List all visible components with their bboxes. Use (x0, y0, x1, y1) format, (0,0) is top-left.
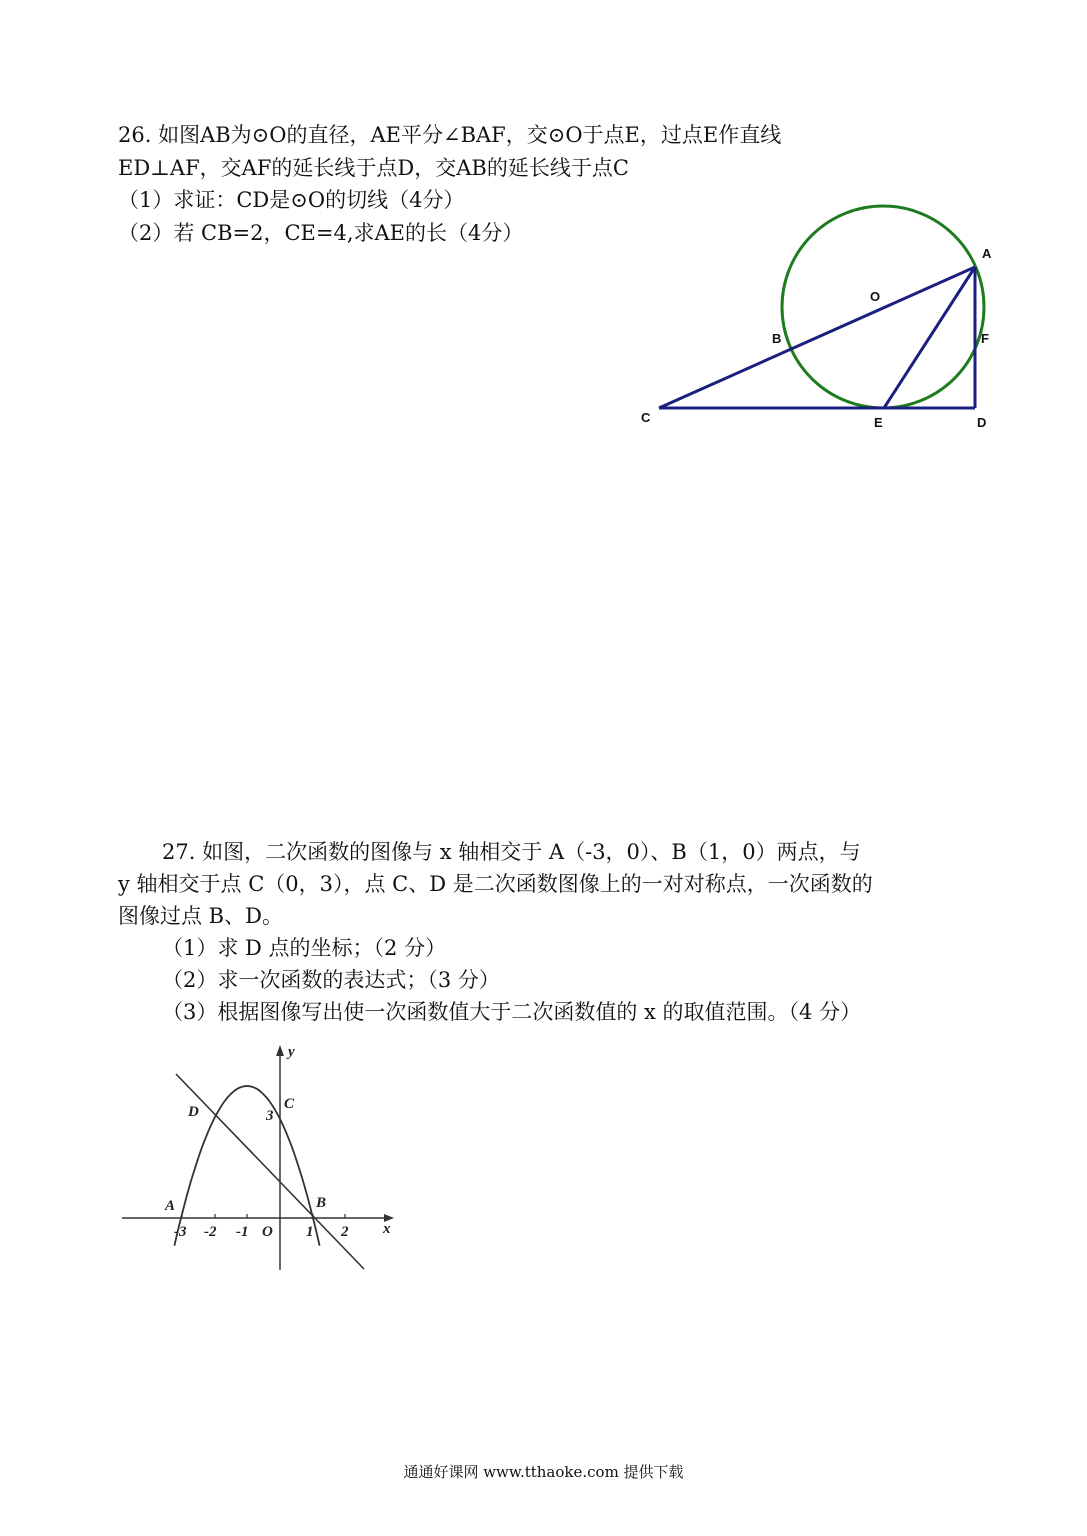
tick-label-neg2: -2 (204, 1224, 217, 1240)
label-x: x (383, 1221, 391, 1237)
label-y: y (288, 1044, 295, 1060)
label-d: D (977, 415, 987, 430)
circle-tangent-figure (630, 195, 1010, 440)
segment-ca (659, 267, 975, 408)
p26-line-1: 26. 如图AB为⊙O的直径，AE平分∠BAF，交⊙O于点E，过点E作直线 (118, 123, 782, 147)
p27-line-6: （3）根据图像写出使一次函数值大于二次函数值的 x 的取值范围。（4 分） (162, 1000, 862, 1024)
label-f: F (981, 331, 989, 346)
label-d: D (188, 1104, 199, 1120)
tick-label-neg3: -3 (174, 1224, 187, 1240)
page-footer: 通通好课网 www.tthaoke.com 提供下载 (403, 1463, 684, 1481)
p27-line-5: （2）求一次函数的表达式；（3 分） (162, 968, 500, 992)
origin-label: O (262, 1224, 273, 1240)
p27-line-2: y 轴相交于点 C（0，3），点 C、D 是二次函数图像上的一对对称点，一次函数的 (118, 872, 873, 896)
label-a: A (982, 246, 992, 261)
label-b: B (316, 1195, 327, 1211)
y-axis-arrow (276, 1045, 284, 1056)
label-b: B (772, 331, 782, 346)
p26-line-3: （1）求证：CD是⊙O的切线（4分） (118, 188, 465, 212)
label-e: E (874, 415, 883, 430)
label-c: C (641, 410, 651, 425)
parabola-line-figure (118, 1040, 403, 1275)
p27-line-3: 图像过点 B、D。 (118, 904, 283, 928)
label-o: O (870, 289, 881, 304)
p27-line-4: （1）求 D 点的坐标；（2 分） (162, 936, 447, 960)
p26-line-2: ED⊥AF，交AF的延长线于点D，交AB的延长线于点C (118, 156, 629, 180)
label-3: 3 (266, 1108, 274, 1124)
p27-line-1: 27. 如图，二次函数的图像与 x 轴相交于 A（-3，0）、B（1，0）两点，与 (162, 840, 861, 864)
tick-label-neg1: -1 (236, 1224, 249, 1240)
tick-label-1: 1 (306, 1224, 314, 1240)
tick-label-2: 2 (341, 1224, 349, 1240)
p26-line-4: （2）若 CB=2，CE=4,求AE的长（4分） (118, 221, 524, 245)
label-c: C (284, 1096, 295, 1112)
label-a: A (165, 1198, 176, 1214)
